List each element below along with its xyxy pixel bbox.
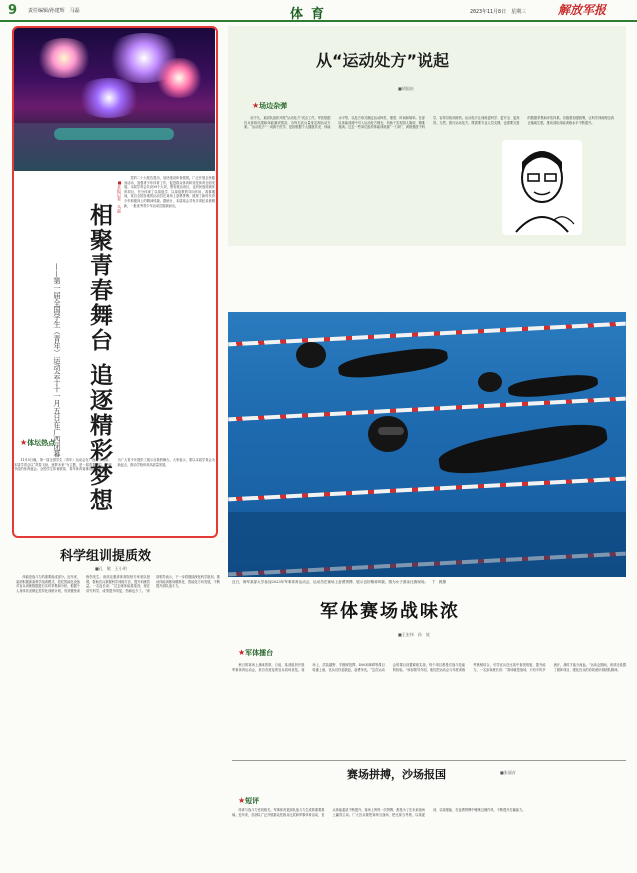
divider <box>232 760 626 761</box>
army-byline: ■王宏伟 孙 放 <box>398 632 430 637</box>
science-headline[interactable]: 科学组训提质效 <box>60 549 152 564</box>
science-byline: ■孔 敏 王小明 <box>95 566 127 571</box>
star-icon: ★ <box>20 438 28 447</box>
lead-subheadline: ——第一届全国学生（青年）运动会于十一月五日在广西闭幕 <box>53 263 62 458</box>
swimming-race-photo <box>228 312 626 577</box>
lead-body-lower: 11月5日晚，第一届全国学生（青年）运动会在广西南宁闭幕。本届学青会以“青春飞扬，逐梦未来”为主题，是一届青春洋溢、文明节俭的体育盛会。全国学生体育联赛、青年体育赛事得到统筹推进，为广大青少年提供了展示自我的舞台。大家表示，要以本届学青会为新起点，推动学校体育高质量发展。 <box>14 458 215 472</box>
author-portrait-illustration <box>502 140 582 235</box>
lead-byline: ■本报记者 马磊 <box>117 180 122 213</box>
star-icon: ★ <box>252 101 260 110</box>
editors-line: 责任编辑/孙建辉 马磊 <box>28 8 80 14</box>
column-tag: ★场边杂弹 <box>252 101 288 110</box>
masthead-logo: 解放军报 <box>558 3 607 17</box>
section-title: 体育 <box>290 7 333 22</box>
army-sports-headline[interactable]: 军体赛场战味浓 <box>320 601 460 622</box>
commentary-headline[interactable]: 从“运动处方”说起 <box>316 51 450 70</box>
short-commentary-author: ■张丽音 <box>500 770 516 775</box>
short-commentary-body: 体育与战斗力密切相关。军事体育是部队战斗力生成的重要基础。近年来，各部队广泛开展群众性练兵比武和军事体育活动，官兵体能素质不断提升。赛场上的每一次拼搏，都是为了在未来战场上赢得主动。广大官兵要把赛场当战场，把比赛当考核，以赛促训、以赛强能，在奋勇拼搏中锤炼过硬作风，不断提升打赢能力。 <box>232 808 526 817</box>
lead-body-column: 党的二十大报告提出，加快建设体育强国。广泛开展全民健身活动，加强青少年体育工作，促进群众体育和竞技体育全面发展。本届学青会共设39个大项，既有奥运项目，也有民族传统体育项目，充分体现了以赛促学、以赛促教的导向作用。赛事期间，来自全国各地的运动员在赛场上奋勇拼搏，展现了新时代青少年积极向上的精神风貌。据统计，本届赛会共有多项纪录被刷新，一批优秀青少年运动员脱颖而出。 <box>124 176 215 208</box>
column-tag: ★体坛热点 <box>20 438 56 447</box>
science-body: 体能是战斗力的重要组成部分。近年来，某部积极探索科学组训模式，依托智能化设备对官兵训练数据进行实时采集和分析，根据个人身体状况制定差异化训练计划，有效避免训练伤发生。该部还邀请体育院校专家来队授课，帮助官兵掌握科学训练方法，提升训练效益。一名连长说：“过去练体能靠蛮劲，现在讲究科学，成绩提升明显，伤病也少了。”该部领导表示，下一步将继续深化科学组训，推动体能训练向精准化、智能化方向发展，不断提升部队战斗力。 <box>16 575 220 593</box>
page-number: 9 <box>8 3 18 18</box>
commentary-body: 前不久，某部队组织开展“运动处方”试点工作，军医根据官兵体检结果和体能测试情况，为每名官兵量身定制运动方案。“运动处方”一词源于医学，是指根据个人健康状况、体能水平等，以处方形式确定运动种类、强度、时间和频率。在部队体能训练中引入运动处方理念，有助于实现因人施训、精准施训。过去一些单位组织体能训练搞“一刀切”，训练强度不科学，容易导致训练伤。运动处方让训练更科学、更安全、更高效。当然，推行运动处方，既需要专业人员支撑，也需要完善的数据采集和评估体系。各级要加强统筹，让科学训练理念真正落地生根，推动部队体能训练水平不断提升。 <box>244 116 614 130</box>
column-tag: ★军体擂台 <box>238 648 274 657</box>
lead-story-box[interactable] <box>12 26 218 538</box>
photo-caption: 近日，海军某部大学参加2023年军事体育运动会，运动员在赛场上奋勇拼搏，展示良好精神风貌。图为女子游泳比赛现场。 卞 晨摄 <box>232 580 446 584</box>
star-icon: ★ <box>238 648 246 657</box>
closing-ceremony-photo <box>14 28 215 171</box>
army-body: 秋日的赛场上战味浓厚。日前，某部组织开展军事体育运动会，来自各营连的官兵同场竞技。赛场上，武装越野、手榴弹投掷、400米障碍等课目轮番上演，官兵们你追我赶，奋勇争先。“这次运动会的课目设置紧贴实战，每个项目都是对战斗技能的检验。”该部领导介绍，他们把运动会与年度训练考核相结合，引导官兵在比赛中查找短板、提升能力。一名参赛班长说：“赛场就是战场，只有平时多流汗，战时才能少流血。”运动会期间，该部还设置了团体项目，强化官兵的协同意识和团队精神。 <box>232 663 626 672</box>
star-icon: ★ <box>238 796 246 805</box>
short-commentary-headline[interactable]: 赛场拼搏，沙场报国 <box>347 768 446 781</box>
lead-headline: 相聚青春舞台 追逐精彩梦想 <box>86 203 112 514</box>
column-tag: ★短评 <box>238 796 260 805</box>
issue-date: 2023年11月8日 星期三 <box>470 9 527 15</box>
commentary-author: ■胡国庆 <box>398 86 414 91</box>
